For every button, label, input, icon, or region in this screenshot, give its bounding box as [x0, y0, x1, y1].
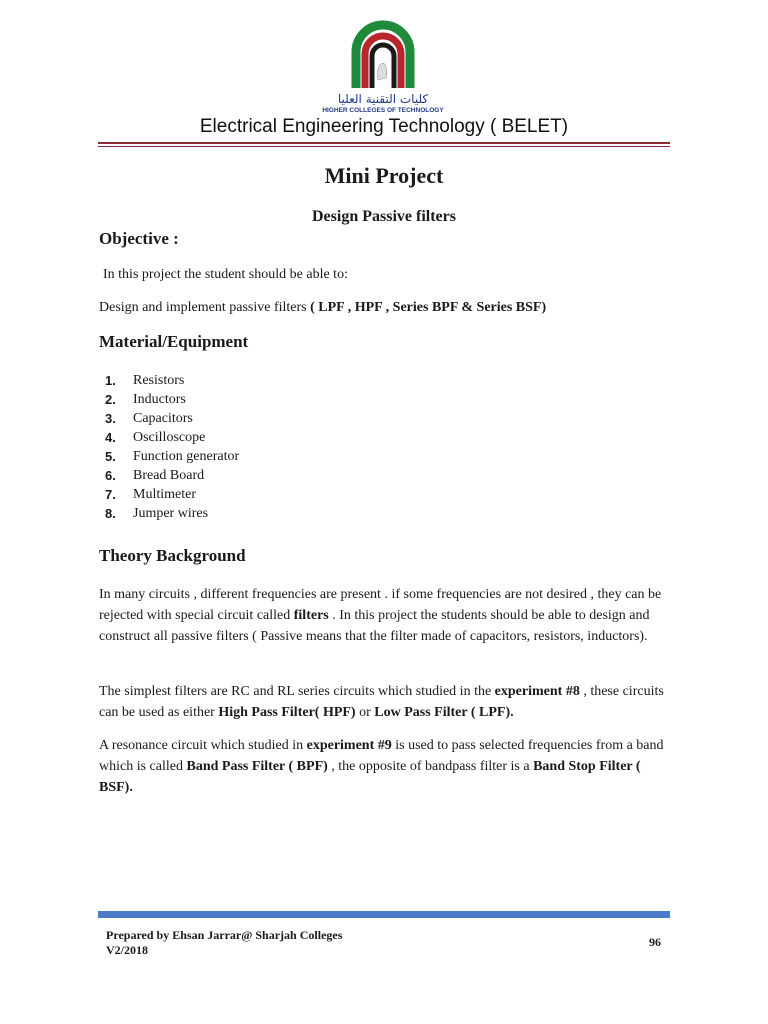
- header-rule-thin: [98, 146, 670, 147]
- objective-intro: In this project the student should be able to:: [103, 267, 348, 282]
- footer-version: V2/2018: [106, 943, 148, 957]
- logo-english-text: HIGHER COLLEGES OF TECHNOLOGY: [322, 107, 444, 114]
- theory-paragraph-3: A resonance circuit which studied in experiment #9 is used to pass selected frequencies from a band which is called Band Pass Filter ( BPF) , the opposite of bandpass filter is a Band Stop Filter ( BSF).: [99, 738, 664, 795]
- page-title: Mini Project: [324, 163, 444, 188]
- materials-heading: Material/Equipment: [99, 332, 249, 351]
- department-title: Electrical Engineering Technology ( BELET): [199, 116, 569, 137]
- objective-goal: Design and implement passive filters ( LPF , HPF , Series BPF & Series BSF): [99, 300, 547, 315]
- page-number: 96: [649, 935, 661, 949]
- logo-falcon-icon: [377, 63, 386, 80]
- theory-paragraph-1: In many circuits , different frequencies are present . if some frequencies are not desired , they can be rejected with special circuit called filters . In this project the students should be able to design and construct all passive filters ( Passive means that the filter made of capacitors, resistors, inductors).: [99, 587, 662, 644]
- footer-prepared-by: Prepared by Ehsan Jarrar@ Sharjah Colleges: [106, 928, 343, 942]
- theory-paragraph-2: The simplest filters are RC and RL series circuits which studied in the experiment #8 , these circuits can be used as either High Pass Filter( HPF) or Low Pass Filter ( LPF).: [99, 684, 664, 720]
- page-subtitle: Design Passive filters: [312, 208, 456, 225]
- footer-bar: [98, 911, 670, 918]
- objective-heading: Objective :: [99, 229, 179, 248]
- logo-arabic-text: كليات التقنية العليا: [337, 92, 429, 106]
- theory-heading: Theory Background: [99, 546, 246, 565]
- header-rule: [98, 142, 670, 144]
